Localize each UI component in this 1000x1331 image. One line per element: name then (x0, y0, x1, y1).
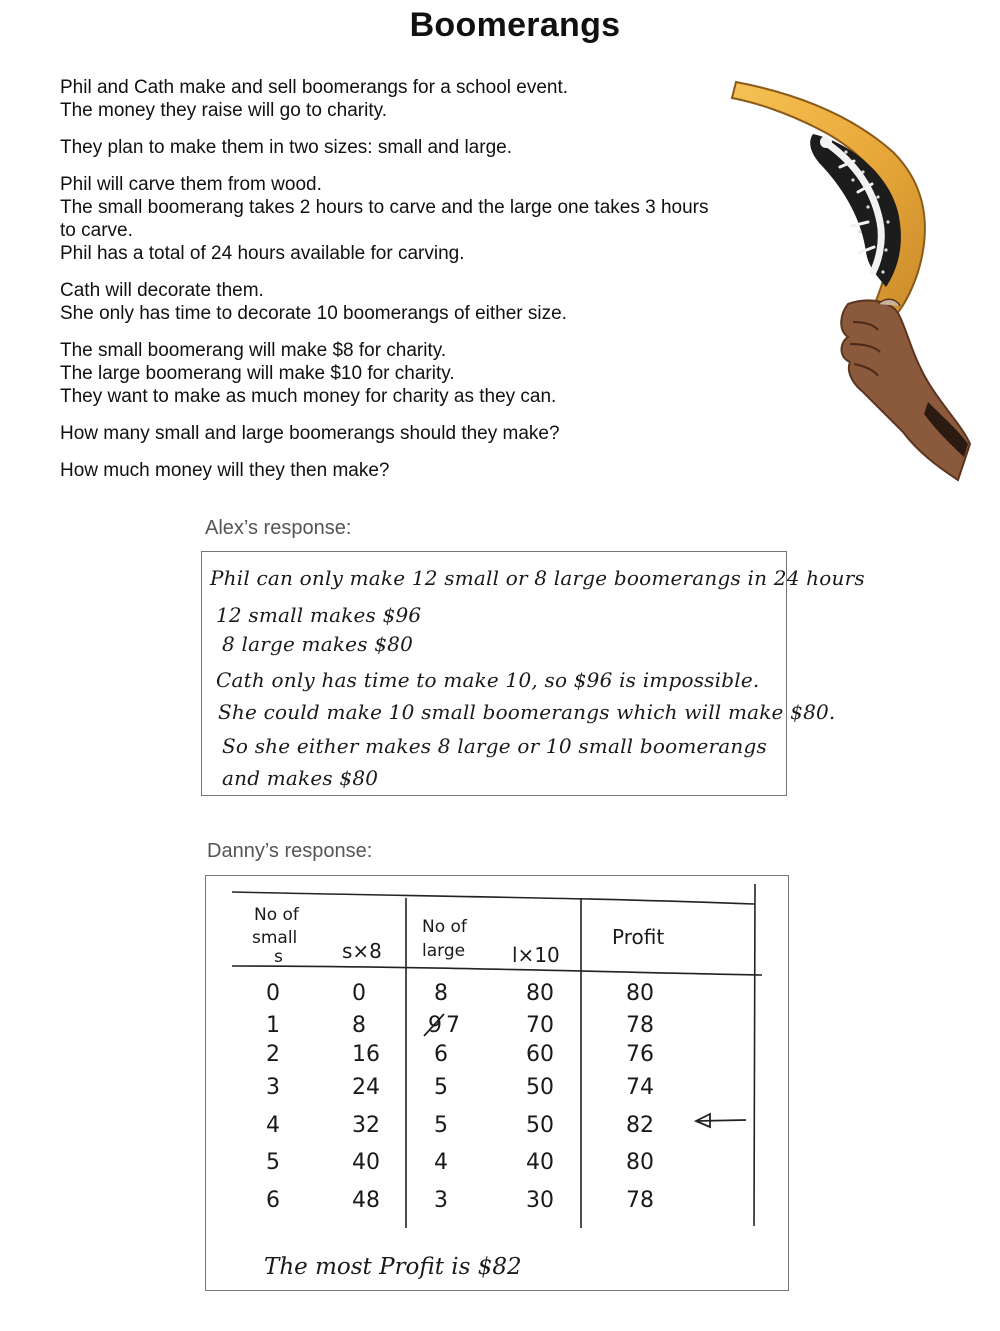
alex-response-line: 8 large makes $80 (222, 632, 413, 656)
intro-paragraph (60, 339, 720, 408)
intro-paragraph (60, 136, 720, 159)
intro-line: The small boomerang will make $8 for charity. (60, 340, 447, 361)
alex-response-line: 12 small makes $96 (216, 603, 422, 627)
intro-line: They want to make as much money for charity as they can. (60, 386, 557, 407)
intro-line: How many small and large boomerangs should they make? (60, 423, 560, 444)
header-small-count: small (252, 928, 298, 948)
alex-response-line: Phil can only make 12 small or 8 large boomerangs in 24 hours (210, 566, 865, 590)
header-small-count: No of (254, 905, 299, 925)
table-cell-profit: 74 (626, 1075, 654, 1100)
table-cell-profit: 78 (626, 1013, 654, 1038)
intro-line: The money they raise will go to charity. (60, 100, 388, 121)
table-cell-small-count: 2 (266, 1042, 280, 1067)
table-cell-large-value: 40 (526, 1150, 554, 1175)
table-cell-small-count: 1 (266, 1013, 280, 1038)
intro-line: The large boomerang will make $10 for charity. (60, 363, 455, 384)
table-cell-profit: 80 (626, 981, 654, 1006)
table-cell-small-value: 0 (352, 981, 366, 1006)
intro-line: She only has time to decorate 10 boomerangs of either size. (60, 303, 567, 324)
danny-response-heading: Danny’s response: (207, 840, 373, 862)
table-cell-small-count: 3 (266, 1075, 280, 1100)
header-large-count: No of (422, 917, 467, 937)
alex-response-line: So she either makes 8 large or 10 small boomerangs (222, 734, 767, 758)
problem-statement (60, 76, 720, 496)
table-cell-small-count: 5 (266, 1150, 280, 1175)
table-cell-large-value: 50 (526, 1113, 554, 1138)
alex-response-line: and makes $80 (222, 766, 379, 790)
alex-response-line: Cath only has time to make 10, so $96 is impossible. (216, 668, 760, 692)
boomerang-in-hand-illustration (728, 72, 973, 484)
table-cell-small-value: 48 (352, 1188, 380, 1213)
table-cell-large-count: 8 (434, 981, 448, 1006)
table-cell-small-value: 32 (352, 1113, 380, 1138)
table-cell-small-value: 24 (352, 1075, 380, 1100)
table-cell-small-value: 8 (352, 1013, 366, 1038)
intro-paragraph (60, 76, 720, 122)
table-cell-large-count: 5 (434, 1075, 448, 1100)
intro-line: Phil will carve them from wood. (60, 174, 322, 195)
table-cell-profit: 78 (626, 1188, 654, 1213)
danny-response-box (205, 875, 789, 1291)
intro-paragraph (60, 279, 720, 325)
table-cell-large-count: 6 (434, 1042, 448, 1067)
intro-line: Phil has a total of 24 hours available for carving. (60, 243, 465, 264)
intro-line: Cath will decorate them. (60, 280, 264, 301)
alex-response-line: She could make 10 small boomerangs which will make $80. (218, 700, 836, 724)
header-large-value: l×10 (512, 943, 560, 967)
intro-line: Phil and Cath make and sell boomerangs for a school event. (60, 77, 569, 98)
danny-conclusion: The most Profit is $82 (264, 1254, 522, 1280)
intro-line: How much money will they then make? (60, 460, 390, 481)
table-cell-large-count: 3 (434, 1188, 448, 1213)
table-cell-small-value: 40 (352, 1150, 380, 1175)
page-title: Boomerangs (409, 6, 621, 44)
table-cell-profit: 82 (626, 1113, 654, 1138)
table-cell-large-value: 50 (526, 1075, 554, 1100)
table-cell-large-value: 80 (526, 981, 554, 1006)
intro-paragraph (60, 173, 720, 265)
table-cell-large-value: 30 (526, 1188, 554, 1213)
alex-response-box (201, 551, 865, 796)
table-cell-small-value: 16 (352, 1042, 380, 1067)
table-cell-profit: 80 (626, 1150, 654, 1175)
intro-line: They plan to make them in two sizes: small and large. (60, 137, 512, 158)
danny-table (206, 876, 790, 1292)
table-cell-large-count-struck: 9 (428, 1013, 442, 1038)
table-cell-small-count: 6 (266, 1188, 280, 1213)
table-cell-large-count: 5 (434, 1113, 448, 1138)
table-cell-small-count: 0 (266, 981, 280, 1006)
intro-paragraph (60, 459, 720, 482)
table-cell-large-count: 4 (434, 1150, 448, 1175)
intro-paragraph (60, 422, 720, 445)
header-profit: Profit (612, 925, 665, 949)
table-cell-large-value: 70 (526, 1013, 554, 1038)
table-cell-large-count: 7 (446, 1013, 460, 1038)
header-large-count: large (422, 941, 466, 961)
header-small-variable: s (274, 947, 283, 967)
table-cell-profit: 76 (626, 1042, 654, 1067)
table-cell-large-value: 60 (526, 1042, 554, 1067)
table-cell-small-count: 4 (266, 1113, 280, 1138)
intro-line: The small boomerang takes 2 hours to carve and the large one takes 3 hours to carve. (60, 197, 709, 241)
header-small-value: s×8 (342, 939, 382, 963)
alex-response-heading: Alex’s response: (205, 517, 352, 539)
